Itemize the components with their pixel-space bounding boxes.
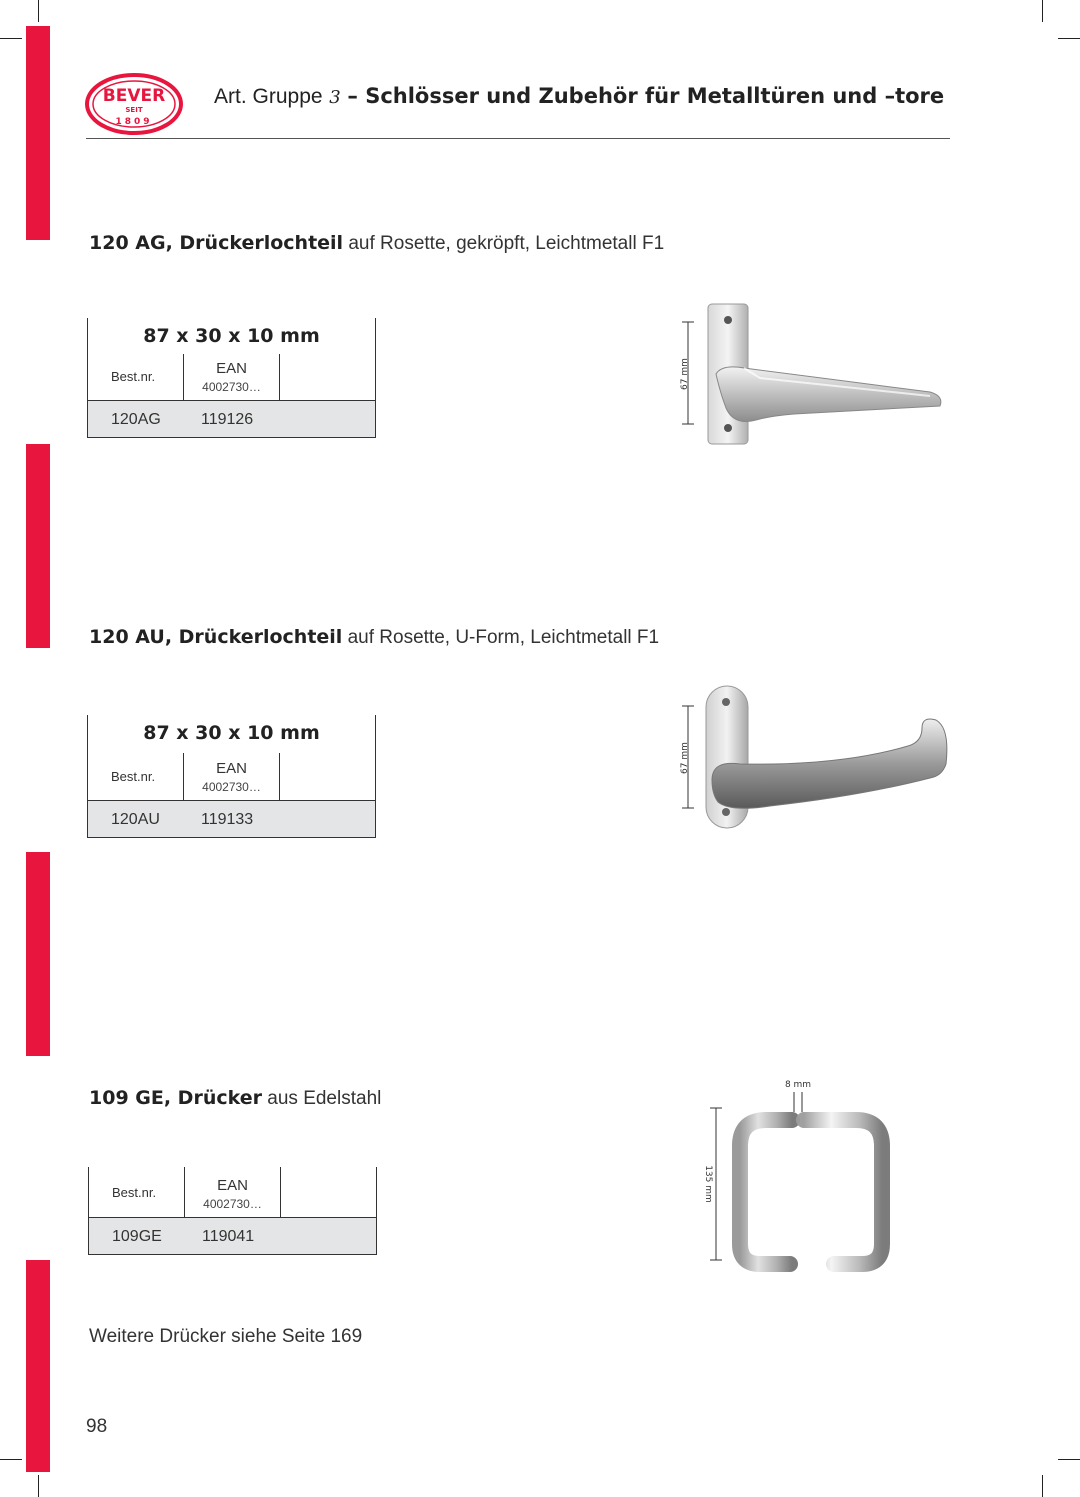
column-header-ean: EAN [217, 1177, 248, 1194]
crop-mark [38, 1475, 39, 1497]
group-label: Art. Gruppe [214, 85, 323, 108]
dimension-label: 67 mm [680, 358, 690, 390]
footnote: Weitere Drücker siehe Seite 169 [89, 1326, 363, 1347]
dimension-label: 87 x 30 x 10 mm [143, 722, 320, 744]
crop-mark [1042, 1475, 1043, 1497]
column-header-ean-prefix: 4002730… [202, 780, 261, 794]
product-code: 120 AG, Drückerlochteil [89, 232, 344, 254]
product-table-120ag [87, 318, 376, 439]
cell-ean: 119133 [201, 811, 254, 828]
column-header-ean-prefix: 4002730… [203, 1197, 262, 1211]
crop-mark [1058, 1459, 1080, 1460]
product-description: auf Rosette, gekröpft, Leichtmetall F1 [343, 233, 665, 254]
cell-bestnr: 120AU [111, 811, 160, 828]
handle-120ag-image [660, 296, 960, 452]
product-code: 109 GE, Drücker [89, 1087, 262, 1109]
header-divider [86, 138, 950, 139]
column-header-ean: EAN [216, 760, 247, 777]
handle-120au-image [660, 680, 960, 830]
crop-mark [1042, 0, 1043, 22]
product-code: 120 AU, Drückerlochteil [89, 626, 343, 648]
crop-mark [0, 38, 22, 39]
bever-logo [84, 72, 184, 136]
cell-ean: 119041 [202, 1228, 255, 1245]
page-header [84, 70, 950, 136]
side-red-bar [26, 1260, 50, 1472]
page-title [214, 84, 944, 109]
page-number: 98 [86, 1416, 108, 1437]
product-description: aus Edelstahl [262, 1088, 382, 1109]
side-red-bar [26, 852, 50, 1056]
crop-mark [0, 1459, 22, 1460]
column-header-ean-prefix: 4002730… [202, 380, 261, 394]
product-title-120au [89, 626, 659, 649]
gap-dimension-label: 8 mm [784, 1080, 812, 1090]
cell-bestnr: 109GE [112, 1228, 162, 1245]
product-table-120au [87, 715, 376, 839]
group-number: 3 [329, 87, 341, 108]
product-description: auf Rosette, U-Form, Leichtmetall F1 [342, 627, 660, 648]
logo-main-text: BEVER [102, 86, 166, 106]
height-dimension-label: 135 mm [703, 1165, 713, 1203]
side-red-bar [26, 444, 50, 648]
column-header-bestnr: Best.nr. [111, 769, 156, 784]
column-header-bestnr: Best.nr. [112, 1185, 157, 1200]
crop-mark [1058, 38, 1080, 39]
dimension-label: 87 x 30 x 10 mm [143, 325, 320, 347]
cell-ean: 119126 [201, 411, 254, 428]
cell-bestnr: 120AG [111, 411, 161, 428]
product-title-120ag [89, 232, 664, 255]
logo-sub-text: SEIT [125, 106, 143, 114]
side-red-bar [26, 26, 50, 240]
product-title-109ge [89, 1087, 381, 1110]
logo-year-text: 1809 [115, 117, 153, 127]
crop-mark [38, 0, 39, 22]
product-table-109ge [88, 1167, 377, 1256]
column-header-bestnr: Best.nr. [111, 369, 156, 384]
handle-109ge-image [680, 1074, 920, 1274]
dimension-label: 67 mm [680, 742, 690, 774]
column-header-ean: EAN [216, 360, 247, 377]
group-title: – Schlösser und Zubehör für Metalltüren und –tore [347, 84, 945, 108]
